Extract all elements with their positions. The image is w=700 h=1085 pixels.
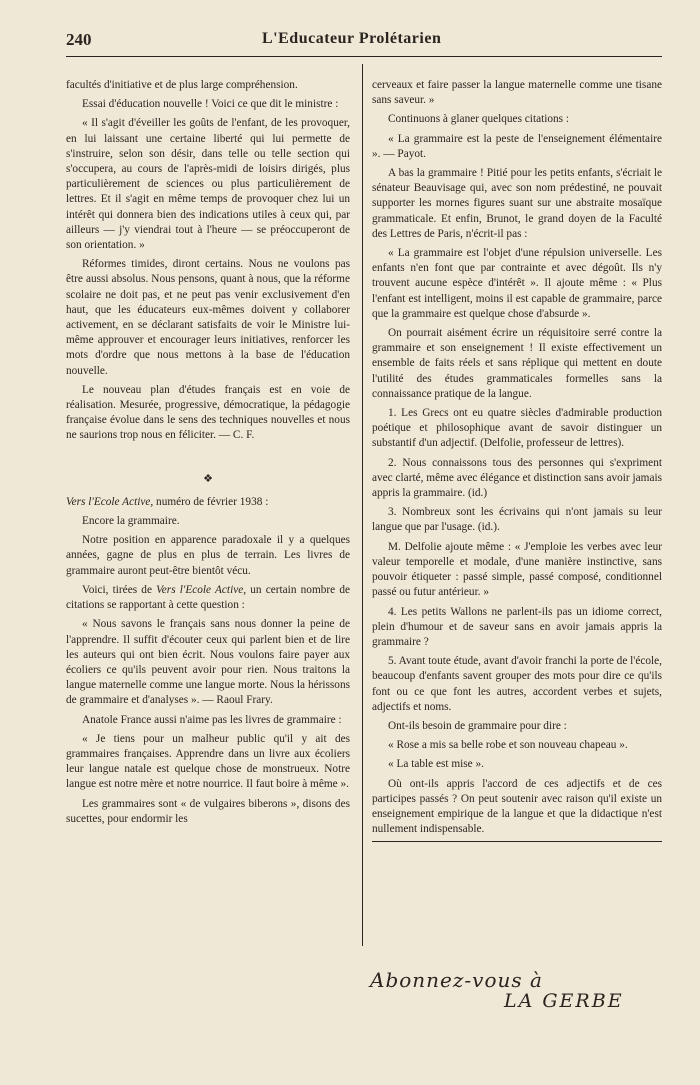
paragraph: Le nouveau plan d'études français est en voie de réalisation. Mesurée, progressive, démocratique, la pédagogie française évolue dans le sens des techniques nouvelles et nous ne saurions trop nous en féliciter. — C. F. [66,383,350,442]
left-column [66,78,350,831]
source-detail: numéro de février 1938 : [153,495,269,508]
running-title: L'Educateur Prolétarien [262,30,442,47]
paragraph: On pourrait aisément écrire un réquisitoire serré contre la grammaire et son enseignement ! Il existe effectivement un ensemble de faits réels et sans réplique qui mettent en doute l'utilité des études grammaticales formelles sans la connaissance pratique de la langue. [372,327,662,400]
paragraph: A bas la grammaire ! Pitié pour les petits enfants, s'écriait le sénateur Beauvisage qui, avec son nom prédestiné, ne pouvait supporter les mornes figures suant sur une abstraite mosaïque grammaticale. Et enfin, Brunot, le grand doyen de la Faculté des Lettres de Paris, n'écrit-il pas : [372,167,662,240]
paragraph: Notre position en apparence paradoxale il y a quelques années, gagne de plus en plus de terrain. Les livres de grammaire auront peut-être bientôt vécu. [66,534,350,577]
paragraph: facultés d'initiative et de plus large compréhension. [66,79,298,91]
quote-paragraph: « Il s'agit d'éveiller les goûts de l'enfant, de les provoquer, en lui laissant une certaine liberté qui lui permette de s'instruire, selon son désir, dans telle ou telle section qui s'occupera, au cours de l'après-midi de loisirs dirigés, plus particulièrement de sciences ou plus particulièrement de lettres. Et il s'agit en même temps de provoquer chez lui un intérêt qui donnera bien des indications utiles à ceux qui, par ailleurs — j'y viendrai tout à l'heure — se préoccuperont de son orientation. » [66,117,350,252]
ad-line-2: LA GERBE [504,990,624,1012]
ad-line-1: Abonnez-vous à [370,968,543,992]
advertisement [370,960,662,1020]
paragraph [66,583,350,613]
column-divider [362,64,363,946]
paragraph: Réformes timides, diront certains. Nous ne voulons pas être aussi absolus. Nous pensons, quant à nous, que la réforme scolaire ne doit pas, et ne peut pas venir exclusivement d'en haut, que les éducateurs eux-mêmes doivent y collaborer activement, en se déclarant satisfaits de voir le Ministre lui-même approuver et encourager leurs initiatives, renforcer les mots d'ordre que nous mettons à la base de l'éducation nouvelle. [66,258,350,377]
list-item: 2. Nous connaissons tous des personnes qui s'expriment avec clarté, même avec élégance et distinction sans avoir jamais appris la grammaire. (id.) [372,456,662,500]
journal-title: Vers l'Ecole Active, [156,583,247,596]
quote-paragraph: « La grammaire est la peste de l'enseignement élémentaire ». — Payot. [372,132,662,160]
right-column [372,78,662,842]
text-run: un certain nombre de citations se rapportant à cette question : [66,583,350,612]
paragraph: Anatole France aussi n'aime pas les livres de grammaire : [82,713,342,726]
paragraph: Ont-ils besoin de grammaire pour dire : [388,719,567,732]
source-line [66,495,350,510]
text-run: Voici, tirées de [82,583,157,596]
list-item: 4. Les petits Wallons ne parlent-ils pas un idiome correct, plein d'humour et de saveur sans en avoir jamais appris la grammaire ? [372,605,662,648]
article-end-rule [372,841,662,842]
paragraph: Où ont-ils appris l'accord de ces adjectifs et de ces participes passés ? On peut soutenir avec raison qu'il existe un enseignement empirique de la langue et que la didactique n'est nullement indispensable. [372,777,662,836]
page-number: 240 [66,30,92,49]
list-item: 3. Nombreux sont les écrivains qui n'ont jamais su leur langue que par l'usage. (id.). [372,506,662,534]
paragraph: Les grammaires sont « de vulgaires biberons », disons des sucettes, pour endormir les [66,797,350,825]
paragraph: cerveaux et faire passer la langue maternelle comme une tisane sans saveur. » [372,79,662,107]
paragraph: Essai d'éducation nouvelle ! Voici ce que dit le ministre : [82,98,339,111]
paragraph: M. Delfolie ajoute même : « J'emploie les verbes avec leur valeur temporelle et modale, d'une manière instinctive, sans pouvoir étiqueter : passé simple, passé composé, conditionnel passé ou futur antérieur. » [372,540,662,599]
quote-paragraph: « Je tiens pour un malheur public qu'il y ait des grammaires françaises. Apprendre dans un livre aux écoliers leur langue natale est quelque chose de monstrueux. Notre langue est notre mère et notre nourrice. Il faut boire à même ». [66,732,350,791]
paragraph: Continuons à glaner quelques citations : [388,113,570,126]
quote-paragraph: « Nous savons le français sans nous donner la peine de l'apprendre. Il suffit d'écouter ceux qui parlent bien et de lire les auteurs qui ont bien écrit. Nous voulons faire payer aux écoliers ce qu'ils peuvent avoir pour rien. Nous traitons la langue maternelle comme une langue morte. Nous la hérissons de grammaire et d'analyses ». — Raoul Frary. [66,618,350,707]
quote-paragraph: « La table est mise ». [388,758,484,771]
journal-title: Vers l'Ecole Active, [66,495,154,508]
section-ornament: ❖ [203,472,213,485]
page-header [66,28,662,57]
section-heading: Encore la grammaire. [82,515,180,528]
spacer [66,448,350,462]
list-item: 5. Avant toute étude, avant d'avoir franchi la porte de l'école, beaucoup d'enfants savent grouper des mots pour dire ce qu'ils font ou ce que font les autres, accordent verbes et sujets, adjectifs et noms. [372,655,662,713]
list-item: 1. Les Grecs ont eu quatre siècles d'admirable production poétique et philosophique avant de savoir distinguer un substantif d'un adjectif. (Delfolie, professeur de lettres). [372,407,662,450]
quote-paragraph: « Rose a mis sa belle robe et son nouveau chapeau ». [388,739,628,752]
quote-paragraph: « La grammaire est l'objet d'une répulsion universelle. Les enfants n'en font que par contrainte et avec dégoût. Ils n'y trouvent aucune espèce d'intérêt ». Il ajoute même : « Plus l'enfant est intelligent, moins il est capable de grammaire, parce que la grammaire est quelque chose d'absurde ». [372,247,662,320]
